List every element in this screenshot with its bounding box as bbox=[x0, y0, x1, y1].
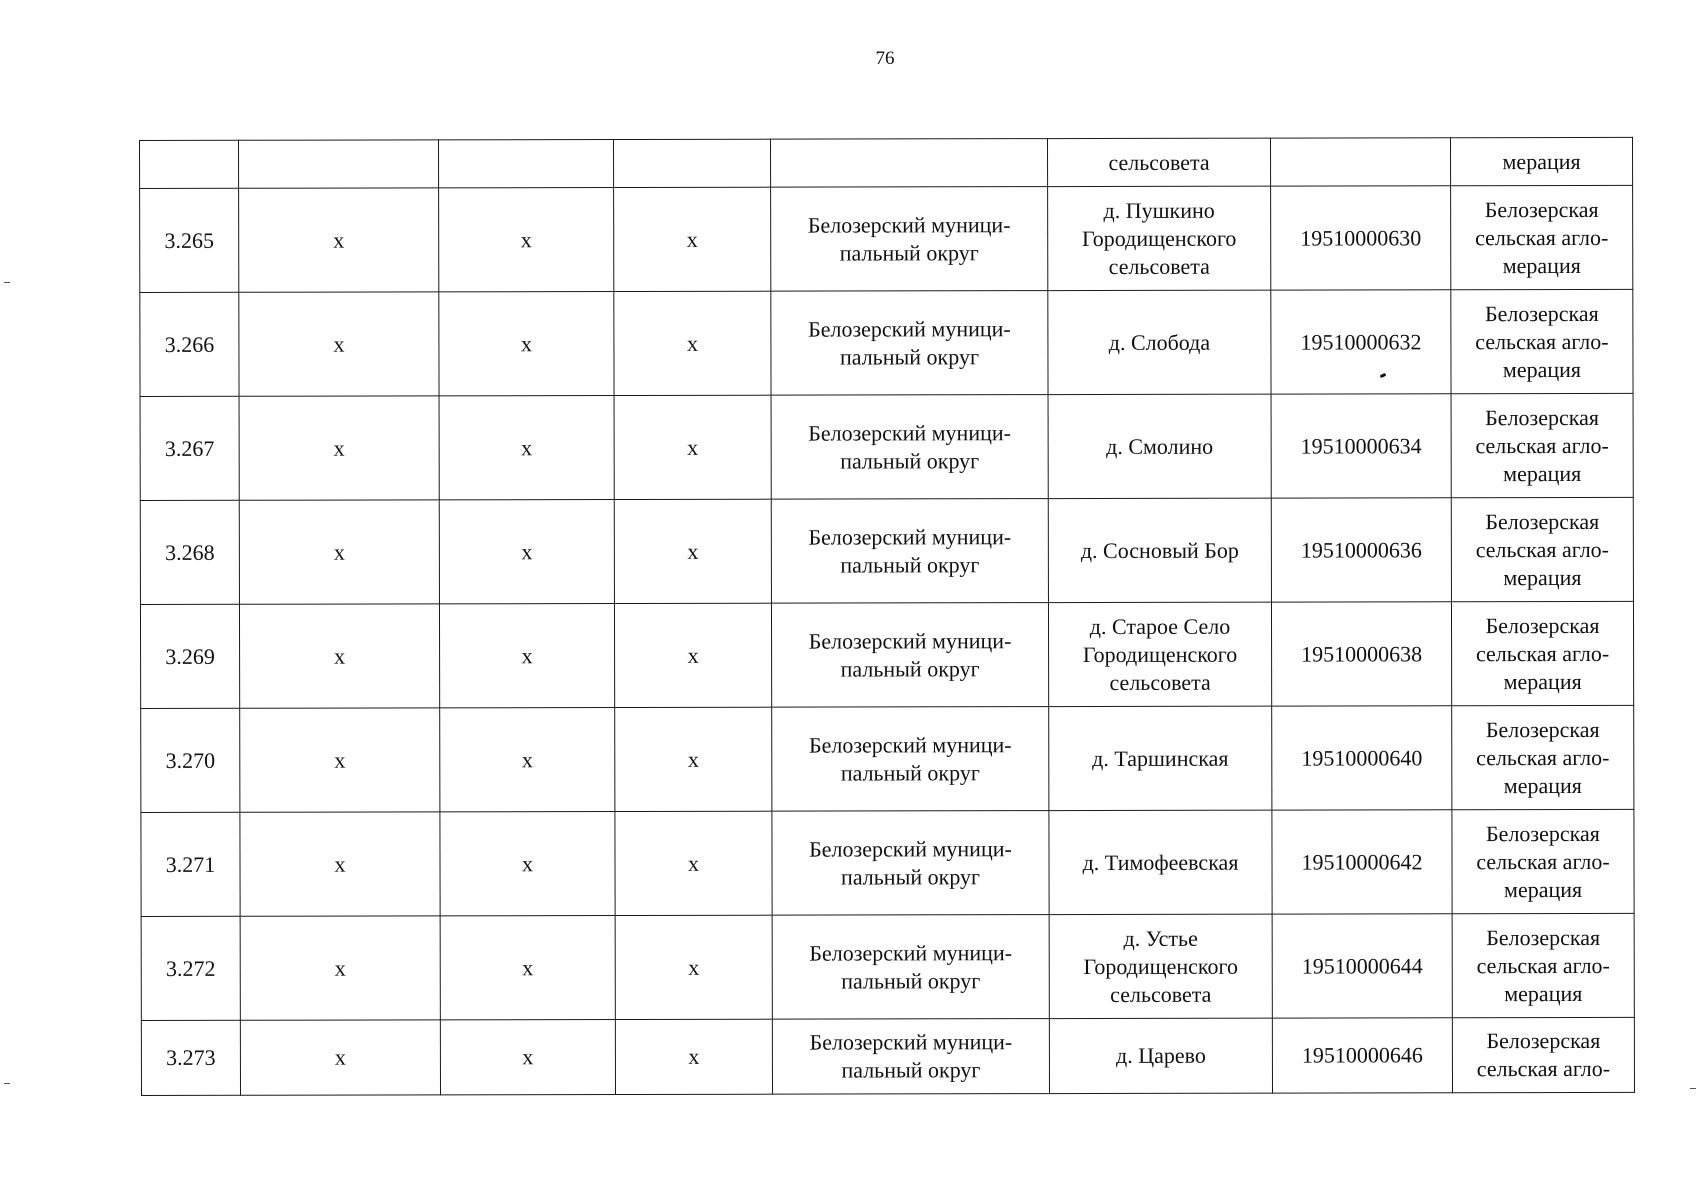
x-mark-cell: х bbox=[439, 396, 614, 500]
edge-mark-left-bottom bbox=[4, 1083, 10, 1084]
row-number-cell: 3.270 bbox=[141, 708, 240, 812]
header-cell-district bbox=[770, 139, 1047, 188]
x-mark-cell: х bbox=[440, 916, 615, 1020]
header-cell-number bbox=[140, 140, 239, 188]
settlement-cell: д. Пушкино Городищенского сельсовета bbox=[1048, 186, 1271, 290]
x-mark-cell: х bbox=[239, 292, 439, 396]
agglomeration-cell: Белозерская сельская агло- мерация bbox=[1451, 497, 1633, 601]
district-cell: Белозерский муници- пальный округ bbox=[771, 603, 1048, 708]
row-number-cell: 3.267 bbox=[140, 396, 239, 500]
table-row bbox=[140, 289, 1633, 396]
oktmo-code-cell: 19510000634 bbox=[1271, 394, 1451, 498]
row-number-cell: 3.268 bbox=[140, 500, 239, 604]
agglomeration-cell: Белозерская сельская агло- bbox=[1452, 1017, 1634, 1092]
district-cell: Белозерский муници- пальный округ bbox=[772, 915, 1049, 1020]
x-mark-cell: х bbox=[615, 1019, 772, 1094]
x-mark-cell: х bbox=[240, 1020, 440, 1095]
table-row bbox=[141, 1017, 1634, 1095]
district-cell: Белозерский муници- пальный округ bbox=[771, 291, 1048, 396]
district-cell: Белозерский муници- пальный округ bbox=[772, 811, 1049, 916]
header-cell-4 bbox=[614, 139, 771, 187]
table-row bbox=[140, 185, 1633, 292]
edge-mark-left bbox=[4, 282, 10, 283]
x-mark-cell: х bbox=[439, 188, 614, 292]
table-row bbox=[140, 393, 1633, 500]
x-mark-cell: х bbox=[240, 812, 440, 916]
row-number-cell: 3.271 bbox=[141, 812, 240, 916]
table-body bbox=[140, 137, 1635, 1095]
x-mark-cell: х bbox=[439, 500, 614, 604]
x-mark-cell: х bbox=[440, 1020, 615, 1095]
agglomeration-cell: Белозерская сельская агло- мерация bbox=[1451, 393, 1633, 497]
oktmo-code-cell: 19510000642 bbox=[1272, 810, 1452, 914]
settlement-cell: д. Слобода bbox=[1048, 290, 1271, 394]
header-cell-agglomeration: мерация bbox=[1450, 137, 1632, 185]
page-number: 76 bbox=[875, 48, 895, 69]
x-mark-cell: х bbox=[440, 708, 615, 812]
district-cell: Белозерский муници- пальный округ bbox=[771, 499, 1048, 604]
x-mark-cell: х bbox=[614, 291, 771, 395]
table-row bbox=[141, 705, 1634, 812]
oktmo-code-cell: 19510000630 bbox=[1271, 186, 1451, 290]
oktmo-code-cell: 19510000640 bbox=[1272, 706, 1452, 810]
district-cell: Белозерский муници- пальный округ bbox=[771, 395, 1048, 500]
oktmo-code-cell: 19510000646 bbox=[1272, 1018, 1452, 1093]
settlement-cell: д. Сосновый Бор bbox=[1048, 498, 1271, 602]
oktmo-code-cell: 19510000632 bbox=[1271, 290, 1451, 394]
x-mark-cell: х bbox=[614, 395, 771, 499]
settlement-cell: д. Устье Городищенского сельсовета bbox=[1049, 914, 1272, 1018]
row-number-cell: 3.265 bbox=[140, 188, 239, 292]
header-cell-code bbox=[1270, 138, 1450, 186]
x-mark-cell: х bbox=[614, 603, 771, 707]
agglomeration-cell: Белозерская сельская агло- мерация bbox=[1451, 185, 1633, 289]
table-row bbox=[141, 913, 1634, 1020]
agglomeration-cell: Белозерская сельская агло- мерация bbox=[1452, 809, 1634, 913]
row-number-cell: 3.273 bbox=[141, 1020, 240, 1095]
agglomeration-cell: Белозерская сельская агло- мерация bbox=[1452, 705, 1634, 809]
agglomeration-cell: Белозерская сельская агло- мерация bbox=[1451, 601, 1633, 705]
district-cell: Белозерский муници- пальный округ bbox=[772, 1019, 1049, 1095]
x-mark-cell: х bbox=[614, 187, 771, 291]
header-cell-2 bbox=[239, 140, 439, 188]
header-cell-settlement: сельсовета bbox=[1047, 138, 1270, 186]
x-mark-cell: х bbox=[239, 188, 439, 292]
x-mark-cell: х bbox=[239, 500, 439, 604]
oktmo-code-cell: 19510000638 bbox=[1271, 602, 1451, 706]
x-mark-cell: х bbox=[240, 708, 440, 812]
oktmo-code-cell: 19510000644 bbox=[1272, 914, 1452, 1018]
settlements-table bbox=[139, 137, 1635, 1096]
row-number-cell: 3.269 bbox=[140, 604, 239, 708]
x-mark-cell: х bbox=[614, 499, 771, 603]
x-mark-cell: х bbox=[615, 811, 772, 915]
settlement-cell: д. Тимофеевская bbox=[1049, 810, 1272, 914]
x-mark-cell: х bbox=[239, 604, 439, 708]
settlement-cell: д. Царево bbox=[1049, 1018, 1272, 1093]
table-row bbox=[141, 809, 1634, 916]
x-mark-cell: х bbox=[615, 707, 772, 811]
x-mark-cell: х bbox=[240, 916, 440, 1020]
table-row bbox=[140, 601, 1633, 708]
settlement-cell: д. Таршинская bbox=[1049, 706, 1272, 810]
header-cell-3 bbox=[439, 140, 614, 188]
x-mark-cell: х bbox=[440, 812, 615, 916]
oktmo-code-cell: 19510000636 bbox=[1271, 498, 1451, 602]
table-row bbox=[140, 497, 1633, 604]
row-number-cell: 3.266 bbox=[140, 292, 239, 396]
district-cell: Белозерский муници- пальный округ bbox=[771, 187, 1048, 292]
x-mark-cell: х bbox=[615, 915, 772, 1019]
district-cell: Белозерский муници- пальный округ bbox=[772, 707, 1049, 812]
x-mark-cell: х bbox=[439, 292, 614, 396]
edge-mark-right-bottom bbox=[1690, 1088, 1696, 1089]
agglomeration-cell: Белозерская сельская агло- мерация bbox=[1451, 289, 1633, 393]
agglomeration-cell: Белозерская сельская агло- мерация bbox=[1452, 913, 1634, 1017]
settlement-cell: д. Старое Село Городищенского сельсовета bbox=[1048, 602, 1271, 706]
x-mark-cell: х bbox=[439, 604, 614, 708]
header-row bbox=[140, 137, 1633, 188]
row-number-cell: 3.272 bbox=[141, 916, 240, 1020]
settlement-cell: д. Смолино bbox=[1048, 394, 1271, 498]
x-mark-cell: х bbox=[239, 396, 439, 500]
